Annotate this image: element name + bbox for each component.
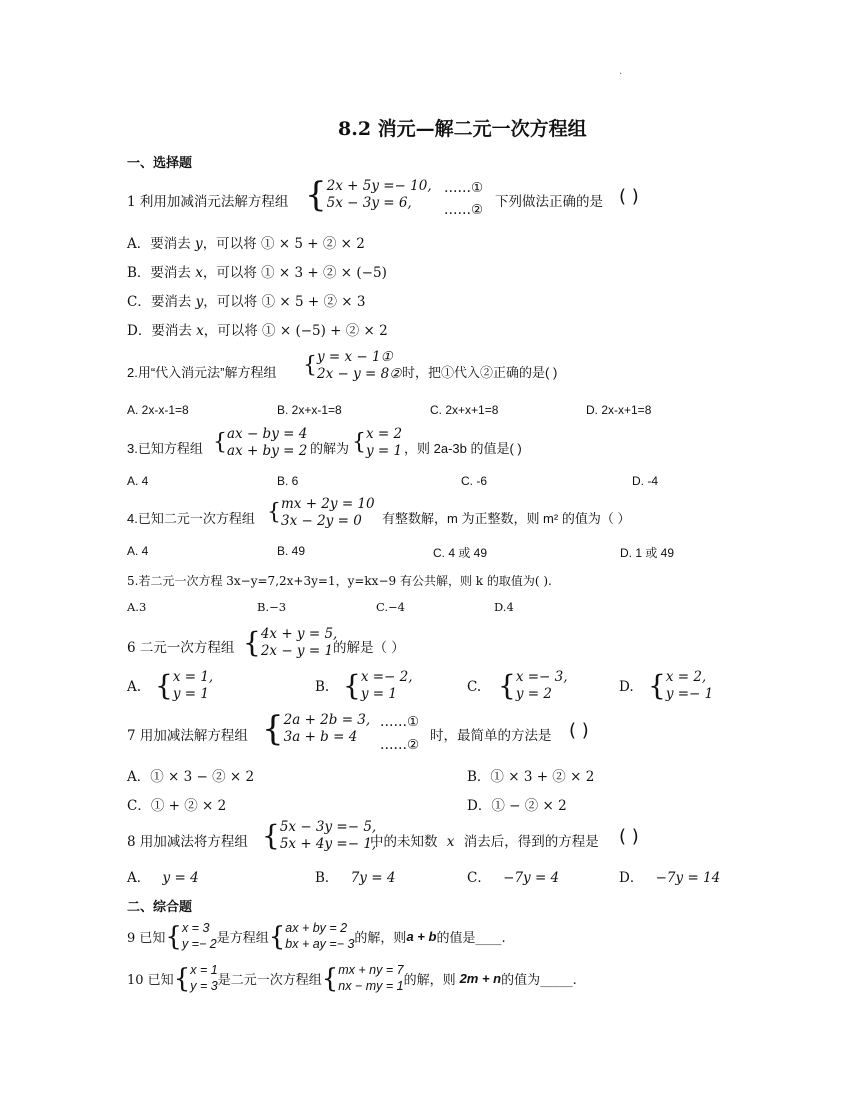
- q7-option-c: C．① + ② × 2: [127, 798, 227, 814]
- q7-system: [262, 709, 371, 749]
- q1-answer-paren: ( ): [619, 186, 639, 207]
- q9-mid: 是方程组: [216, 931, 269, 947]
- header-mark: .: [619, 66, 623, 77]
- q6-option-a-label: A.: [127, 679, 142, 695]
- q7-option-d: D．① − ② × 2: [467, 798, 567, 814]
- q3-option-b: B. 6: [277, 474, 299, 488]
- option-label: D．: [619, 870, 644, 886]
- brace-icon: {: [262, 709, 284, 749]
- q3-eq1: ax − by = 4: [227, 426, 308, 442]
- q10-expr: 2m + n: [459, 971, 502, 987]
- q6-option-d: [648, 669, 713, 703]
- q8-eq2: 5x + 4y =− 1,: [279, 835, 377, 852]
- option-line: y = 1: [360, 685, 397, 702]
- q10-prefix: 10 已知: [127, 973, 174, 989]
- q1-prefix: 1 利用加减消元法解方程组: [127, 194, 289, 210]
- brace-icon: {: [213, 429, 227, 455]
- q3-option-a: A. 4: [127, 474, 149, 488]
- q10-suffix-b: 的值为_____.: [501, 973, 577, 989]
- q7-tag2: ……②: [380, 737, 420, 753]
- q7-tag1: ……①: [380, 714, 420, 730]
- q9-expr: a + b: [406, 929, 437, 945]
- q6-option-b-label: B.: [315, 679, 330, 695]
- option-mid: ，可以将: [203, 294, 258, 310]
- option-line: x =− 2,: [360, 669, 413, 685]
- option-mid: ，可以将: [202, 265, 257, 281]
- q8-answer-paren: ( ): [619, 826, 639, 847]
- q1-tag1: ……①: [444, 180, 484, 196]
- q2-option-a: A. 2x-x-1=8: [127, 403, 189, 417]
- option-line: x =− 3,: [515, 669, 568, 685]
- option-label: C．要消去: [127, 294, 192, 310]
- q2-option-d: D. 2x-x+1=8: [586, 403, 652, 417]
- q1-suffix: 下列做法正确的是: [495, 194, 603, 210]
- brace-icon: {: [267, 499, 281, 525]
- q4-system: [267, 496, 375, 530]
- q4-option-b: B. 49: [277, 544, 306, 558]
- q10-sol1: x = 1: [190, 963, 218, 977]
- section-heading-comprehensive: 二、综合题: [127, 900, 193, 915]
- q3-option-c: C. -6: [461, 474, 488, 488]
- q2-option-b: B. 2x+x-1=8: [277, 403, 342, 417]
- brace-icon: {: [268, 921, 286, 952]
- option-line: x = 1,: [172, 669, 214, 685]
- q5-option-c: C.−4: [376, 600, 405, 614]
- option-line: y = 2: [515, 685, 552, 702]
- q4-option-a: A. 4: [127, 544, 149, 558]
- q7-option-b: B．① × 3 + ② × 2: [467, 769, 595, 785]
- brace-icon: {: [305, 175, 327, 215]
- q6-system: [243, 626, 337, 660]
- q3-eq2: ax + by = 2: [227, 442, 308, 459]
- q1-system: [305, 175, 432, 215]
- q3-system: [213, 426, 307, 460]
- q9-eq2: bx + ay =− 3: [285, 936, 355, 951]
- option-mid: ，可以将: [203, 323, 258, 339]
- option-label: D．要消去: [127, 323, 192, 339]
- q10-sol2: y = 3: [190, 978, 218, 993]
- brace-icon: {: [173, 963, 191, 994]
- q8-prefix: 8 用加减法将方程组: [127, 834, 248, 850]
- option-var: y: [195, 294, 204, 310]
- q7-suffix: 时，最简单的方法是: [430, 728, 552, 744]
- q6-eq2: 2x − y = 1: [260, 642, 334, 659]
- q7-eq2: 3a + b = 4: [283, 729, 358, 745]
- brace-icon: {: [352, 429, 366, 455]
- q3-sol2: y = 1: [366, 442, 403, 459]
- q3-solution: [352, 426, 402, 460]
- q2-eq1: y = x − 1①: [317, 349, 393, 365]
- q8-option-d: [619, 866, 720, 886]
- q5-option-a: A.3: [127, 600, 147, 614]
- page-title: 8.2 消元—解二元一次方程组: [338, 118, 587, 140]
- option-line: x = 2,: [665, 669, 707, 685]
- q2-prefix: 2.用“代入消元法”解方程组: [127, 365, 277, 380]
- q6-suffix: 的解是（ ）: [333, 640, 405, 656]
- q10-eq2: nx − my = 1: [338, 978, 404, 993]
- brace-icon: {: [303, 352, 317, 378]
- q4-option-c: C. 4 或 49: [433, 546, 488, 560]
- q9-line: [127, 921, 506, 952]
- q2-option-c: C. 2x+x+1=8: [430, 403, 499, 417]
- option-var: y: [195, 236, 203, 252]
- option-label: A．: [127, 870, 151, 886]
- q6-option-b: [343, 669, 413, 703]
- q1-option-c: [127, 290, 365, 310]
- option-expr: ① × (−5) + ② × 2: [262, 323, 388, 339]
- option-var: x: [195, 265, 203, 281]
- q6-option-c-label: C.: [467, 679, 482, 695]
- q9-suffix-a: 的解，则: [354, 931, 407, 947]
- brace-icon: {: [648, 668, 666, 702]
- q8-suffix-a: 中的未知数: [370, 834, 438, 850]
- option-mid: ，可以将: [202, 236, 257, 252]
- section-heading-choice: 一、选择题: [127, 156, 193, 171]
- option-line: y = 1: [172, 685, 209, 702]
- q3-mid: 的解为: [310, 441, 350, 456]
- q3-prefix: 3.已知方程组: [127, 441, 203, 456]
- q5-option-b: B.−3: [257, 600, 287, 614]
- q5-option-d: D.4: [494, 600, 514, 614]
- brace-icon: {: [243, 625, 261, 659]
- q9-sol2: y =− 2: [181, 936, 217, 951]
- option-var: x: [196, 323, 204, 339]
- q7-option-a: A．① × 3 − ② × 2: [127, 769, 255, 785]
- q6-option-d-label: D.: [619, 679, 634, 695]
- q7-answer-paren: ( ): [569, 720, 589, 741]
- q4-prefix: 4.已知二元一次方程组: [127, 511, 255, 526]
- q2-system: [303, 349, 401, 383]
- q6-option-a: [155, 669, 213, 703]
- option-expr: ① × 5 + ② × 2: [260, 236, 365, 252]
- q9-eq1: ax + by = 2: [285, 921, 348, 935]
- q7-prefix: 7 用加减法解方程组: [127, 728, 248, 744]
- brace-icon: {: [321, 963, 339, 994]
- q8-option-a: [127, 866, 199, 886]
- q1-eq2: 5x − 3y = 6,: [326, 195, 412, 211]
- brace-icon: {: [262, 818, 280, 852]
- option-expr: −7y = 14: [655, 870, 721, 886]
- q1-option-b: [127, 261, 387, 281]
- q3-sol1: x = 2: [366, 426, 403, 442]
- q9-sol1: x = 3: [181, 921, 210, 935]
- q10-suffix-a: 的解，则: [403, 973, 456, 989]
- option-expr: 7y = 4: [350, 870, 396, 886]
- q1-tag2: ……②: [444, 202, 484, 218]
- brace-icon: {: [155, 668, 173, 702]
- option-expr: ① × 5 + ② × 3: [261, 294, 366, 310]
- brace-icon: {: [165, 921, 182, 952]
- q3-suffix: ，则 2a-3b 的值是( ): [404, 441, 522, 456]
- option-label: B．要消去: [127, 265, 191, 281]
- q8-option-c: [467, 866, 559, 886]
- q8-suffix: [370, 830, 599, 850]
- q3-option-d: D. -4: [632, 474, 659, 488]
- option-line: y =− 1: [665, 685, 714, 702]
- q8-eq1: 5x − 3y =− 5,: [279, 819, 377, 835]
- q1-option-d: [127, 319, 388, 339]
- q2-eq2: 2x − y = 8②: [317, 365, 402, 382]
- q5-text: 5.若二元一次方程 3x−y=7,2x+3y=1，y=kx−9 有公共解，则 k 的取值为( ).: [127, 574, 552, 588]
- brace-icon: {: [498, 668, 516, 702]
- q7-eq1: 2a + 2b = 3,: [283, 712, 371, 729]
- q2-suffix: 时，把①代入②正确的是( ): [402, 365, 558, 380]
- q10-mid: 是二元一次方程组: [217, 973, 322, 989]
- q9-prefix: 9 已知: [127, 931, 166, 947]
- q6-eq1: 4x + y = 5,: [260, 626, 338, 642]
- option-label: B．: [315, 870, 339, 886]
- q10-eq1: mx + ny = 7: [338, 963, 404, 977]
- option-expr: y = 4: [162, 870, 199, 886]
- option-expr: ① × 3 + ② × (−5): [261, 265, 387, 281]
- q1-option-a: [127, 232, 365, 252]
- q10-line: [127, 963, 577, 994]
- q6-prefix: 6 二元一次方程组: [127, 640, 235, 656]
- q8-option-b: [315, 866, 395, 886]
- brace-icon: {: [343, 668, 361, 702]
- option-label: A．要消去: [127, 236, 191, 252]
- q4-option-d: D. 1 或 49: [620, 546, 675, 560]
- option-expr: −7y = 4: [503, 870, 560, 886]
- option-label: C．: [467, 870, 491, 886]
- q4-eq1: mx + 2y = 10: [281, 496, 375, 512]
- q6-option-c: [498, 669, 568, 703]
- q9-suffix-b: 的值是____.: [436, 931, 506, 947]
- q8-var: x: [446, 834, 455, 850]
- q8-suffix-b: 消去后，得到的方程是: [463, 834, 599, 850]
- q8-system: [262, 819, 376, 853]
- q4-suffix: 有整数解，m 为正整数，则 m² 的值为（ ）: [382, 511, 631, 526]
- q4-eq2: 3x − 2y = 0: [281, 512, 362, 529]
- q1-eq1: 2x + 5y =− 10,: [326, 178, 432, 195]
